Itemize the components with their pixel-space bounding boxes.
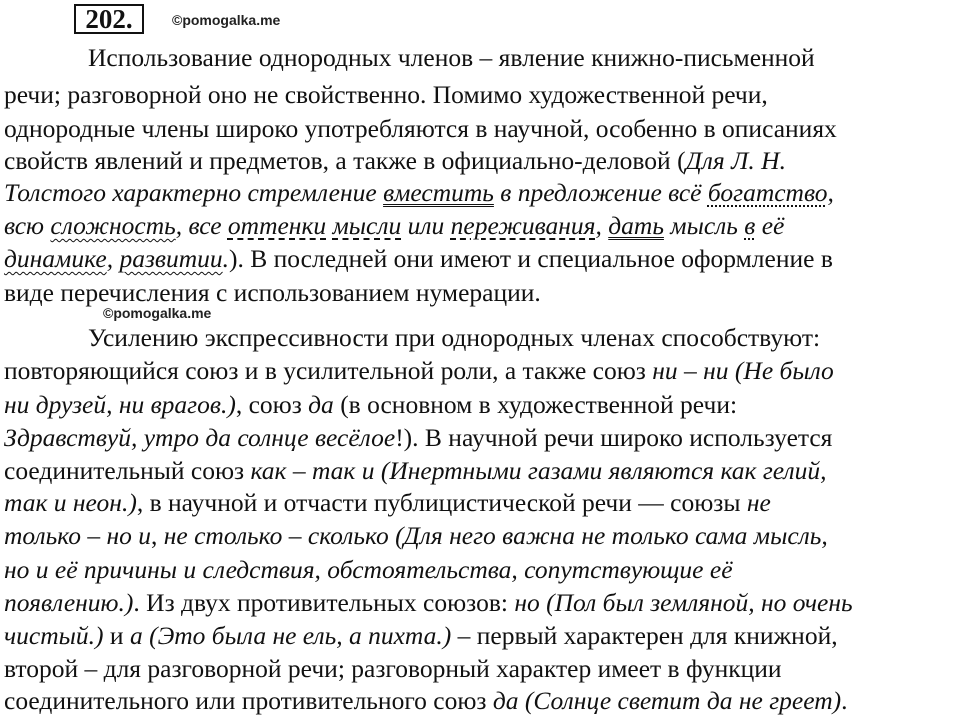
text-line: виде перечисления с использованием нумерации. xyxy=(4,278,541,307)
text-line: так и неон.), в научной и отчасти публицистической речи — союзы не xyxy=(4,488,771,517)
watermark: ©pomogalka.me xyxy=(172,12,281,28)
text-line: появлению.). Из двух противительных союзов: но (Пол был земляной, но очень xyxy=(4,588,853,617)
text-line: только – но и, не столько – сколько (Для него важна не только сама мысль, xyxy=(4,521,828,550)
text-line: Усилению экспрессивности при однородных членах способствуют: xyxy=(88,323,821,352)
text-line: однородные члены широко употребляются в научной, особенно в описаниях xyxy=(4,114,837,143)
underlined-word: динамике xyxy=(4,244,107,273)
underlined-word: в xyxy=(744,211,756,240)
underlined-word: дать xyxy=(608,211,664,240)
text-line: соединительный союз как – так и (Инертными газами являются как гелий, xyxy=(4,456,827,485)
underlined-word: мысли xyxy=(332,211,402,240)
text-line: свойств явлений и предметов, а также в официально-деловой (Для Л. Н. xyxy=(4,146,786,175)
underlined-word: богатство xyxy=(707,178,828,207)
underlined-word: сложность xyxy=(50,211,176,240)
exercise-number: 202. xyxy=(74,4,144,34)
text-line: чистый.) и а (Это была не ель, а пихта.) – первый характерен для книжной, xyxy=(4,621,838,650)
underlined-word: оттенки xyxy=(227,211,327,240)
underlined-word: развитии xyxy=(119,244,223,273)
text-line: второй – для разговорной речи; разговорный характер имеет в функции xyxy=(4,654,782,683)
text-line: соединительного или противительного союз да (Солнце светит да не греет). xyxy=(4,686,848,715)
text-line: повторяющийся союз и в усилительной роли, а также союз ни – ни (Не было xyxy=(4,356,834,385)
text-line: Здравствуй, утро да солнце весёлое!). В научной речи широко используется xyxy=(4,423,833,452)
text-line: Использование однородных членов – явление книжно-письменной xyxy=(88,43,815,72)
text-line: динамике, развитии.). В последней они имеют и специальное оформление в xyxy=(4,244,833,273)
underlined-word: вместить xyxy=(383,178,494,207)
text-line: ни друзей, ни врагов.), союз да (в основном в художественной речи: xyxy=(4,390,738,419)
underlined-word: переживания xyxy=(450,211,596,240)
text-line: всю сложность, все оттенки мысли или переживания, дать мысль в её xyxy=(4,211,785,240)
text-line: речи; разговорной оно не свойственно. Помимо художественной речи, xyxy=(4,80,768,109)
text-line: Толстого характерно стремление вместить в предложение всё богатство, xyxy=(4,178,834,207)
text-line: но и её причины и следствия, обстоятельства, сопутствующие её xyxy=(4,555,733,584)
watermark: ©pomogalka.me xyxy=(103,305,212,321)
